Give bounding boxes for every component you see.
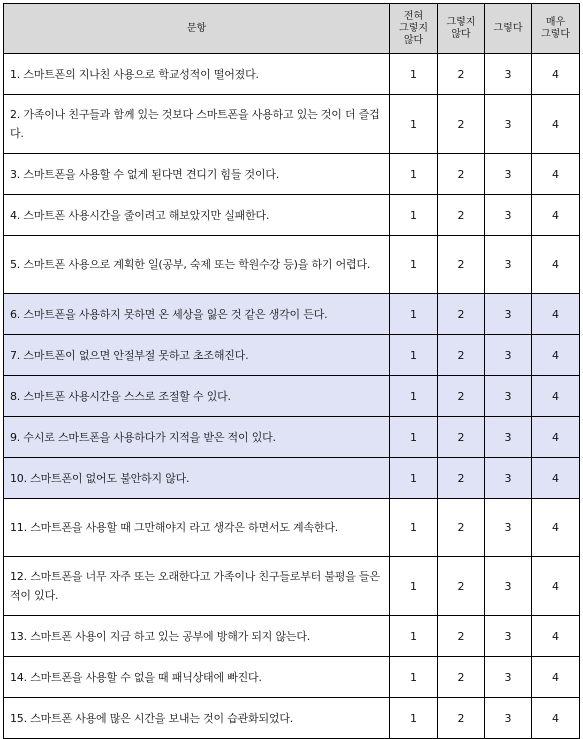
scale-cell-2: 2 [438, 236, 485, 294]
scale-cell-2: 2 [438, 294, 485, 335]
scale-cell-1: 1 [390, 657, 438, 698]
scale-cell-1: 1 [390, 458, 438, 499]
scale-cell-3: 3 [485, 95, 532, 154]
scale-cell-4: 4 [532, 616, 580, 657]
scale-cell-2: 2 [438, 616, 485, 657]
question-cell: 11. 스마트폰을 사용할 때 그만해야지 라고 생각은 하면서도 계속한다. [4, 499, 390, 557]
scale-cell-1: 1 [390, 154, 438, 195]
scale-cell-4: 4 [532, 417, 580, 458]
scale-cell-1: 1 [390, 236, 438, 294]
scale-cell-4: 4 [532, 294, 580, 335]
question-cell: 5. 스마트폰 사용으로 계획한 일(공부, 숙제 또는 학원수강 등)을 하기 어렵다. [4, 236, 390, 294]
scale-cell-3: 3 [485, 154, 532, 195]
question-cell: 15. 스마트폰 사용에 많은 시간을 보내는 것이 습관화되었다. [4, 698, 390, 739]
scale-cell-2: 2 [438, 499, 485, 557]
header-disagree: 그렇지 않다 [438, 4, 485, 54]
table-row [4, 499, 580, 557]
scale-cell-1: 1 [390, 54, 438, 95]
table-row [4, 657, 580, 698]
scale-cell-2: 2 [438, 376, 485, 417]
question-cell: 10. 스마트폰이 없어도 불안하지 않다. [4, 458, 390, 499]
scale-cell-4: 4 [532, 499, 580, 557]
question-cell: 8. 스마트폰 사용시간을 스스로 조절할 수 있다. [4, 376, 390, 417]
scale-cell-4: 4 [532, 376, 580, 417]
question-cell: 1. 스마트폰의 지나친 사용으로 학교성적이 떨어졌다. [4, 54, 390, 95]
scale-cell-2: 2 [438, 417, 485, 458]
scale-cell-1: 1 [390, 95, 438, 154]
header-strongly-disagree: 전혀 그렇지 않다 [390, 4, 438, 54]
scale-cell-2: 2 [438, 195, 485, 236]
question-cell: 14. 스마트폰을 사용할 수 없을 때 패닉상태에 빠진다. [4, 657, 390, 698]
scale-cell-4: 4 [532, 236, 580, 294]
table-row [4, 557, 580, 616]
question-cell: 2. 가족이나 친구들과 함께 있는 것보다 스마트폰을 사용하고 있는 것이 더 즐겁다. [4, 95, 390, 154]
scale-cell-3: 3 [485, 616, 532, 657]
question-cell: 6. 스마트폰을 사용하지 못하면 온 세상을 잃은 것 같은 생각이 든다. [4, 294, 390, 335]
scale-cell-1: 1 [390, 698, 438, 739]
scale-cell-1: 1 [390, 376, 438, 417]
question-cell: 4. 스마트폰 사용시간을 줄이려고 해보았지만 실패한다. [4, 195, 390, 236]
scale-cell-3: 3 [485, 499, 532, 557]
scale-cell-1: 1 [390, 417, 438, 458]
scale-cell-3: 3 [485, 195, 532, 236]
scale-cell-4: 4 [532, 335, 580, 376]
header-agree: 그렇다 [485, 4, 532, 54]
question-cell: 7. 스마트폰이 없으면 안절부절 못하고 초조해진다. [4, 335, 390, 376]
scale-cell-4: 4 [532, 458, 580, 499]
scale-cell-1: 1 [390, 335, 438, 376]
header-question: 문항 [4, 4, 390, 54]
scale-cell-2: 2 [438, 335, 485, 376]
scale-cell-4: 4 [532, 557, 580, 616]
scale-cell-2: 2 [438, 95, 485, 154]
scale-cell-2: 2 [438, 54, 485, 95]
table-row [4, 195, 580, 236]
question-cell: 13. 스마트폰 사용이 지금 하고 있는 공부에 방해가 되지 않는다. [4, 616, 390, 657]
scale-cell-4: 4 [532, 657, 580, 698]
scale-cell-3: 3 [485, 417, 532, 458]
scale-cell-3: 3 [485, 657, 532, 698]
survey-table [3, 3, 580, 739]
table-row [4, 54, 580, 95]
scale-cell-3: 3 [485, 376, 532, 417]
scale-cell-1: 1 [390, 616, 438, 657]
scale-cell-4: 4 [532, 54, 580, 95]
scale-cell-2: 2 [438, 458, 485, 499]
scale-cell-3: 3 [485, 54, 532, 95]
table-row [4, 236, 580, 294]
table-row [4, 458, 580, 499]
header-row [4, 4, 580, 54]
table-row [4, 698, 580, 739]
table-row [4, 616, 580, 657]
scale-cell-2: 2 [438, 657, 485, 698]
table-row [4, 376, 580, 417]
question-cell: 12. 스마트폰을 너무 자주 또는 오래한다고 가족이나 친구들로부터 불평을 들은 적이 있다. [4, 557, 390, 616]
scale-cell-4: 4 [532, 195, 580, 236]
question-cell: 3. 스마트폰을 사용할 수 없게 된다면 견디기 힘들 것이다. [4, 154, 390, 195]
scale-cell-4: 4 [532, 698, 580, 739]
scale-cell-2: 2 [438, 698, 485, 739]
scale-cell-3: 3 [485, 335, 532, 376]
scale-cell-4: 4 [532, 154, 580, 195]
table-row [4, 95, 580, 154]
scale-cell-3: 3 [485, 698, 532, 739]
scale-cell-1: 1 [390, 195, 438, 236]
scale-cell-1: 1 [390, 294, 438, 335]
survey-table-wrapper [3, 3, 580, 739]
scale-cell-3: 3 [485, 458, 532, 499]
scale-cell-2: 2 [438, 154, 485, 195]
header-strongly-agree: 매우 그렇다 [532, 4, 580, 54]
scale-cell-3: 3 [485, 294, 532, 335]
scale-cell-4: 4 [532, 95, 580, 154]
question-cell: 9. 수시로 스마트폰을 사용하다가 지적을 받은 적이 있다. [4, 417, 390, 458]
scale-cell-1: 1 [390, 499, 438, 557]
table-row [4, 294, 580, 335]
table-row [4, 154, 580, 195]
scale-cell-3: 3 [485, 557, 532, 616]
scale-cell-1: 1 [390, 557, 438, 616]
scale-cell-3: 3 [485, 236, 532, 294]
scale-cell-2: 2 [438, 557, 485, 616]
table-row [4, 417, 580, 458]
table-row [4, 335, 580, 376]
